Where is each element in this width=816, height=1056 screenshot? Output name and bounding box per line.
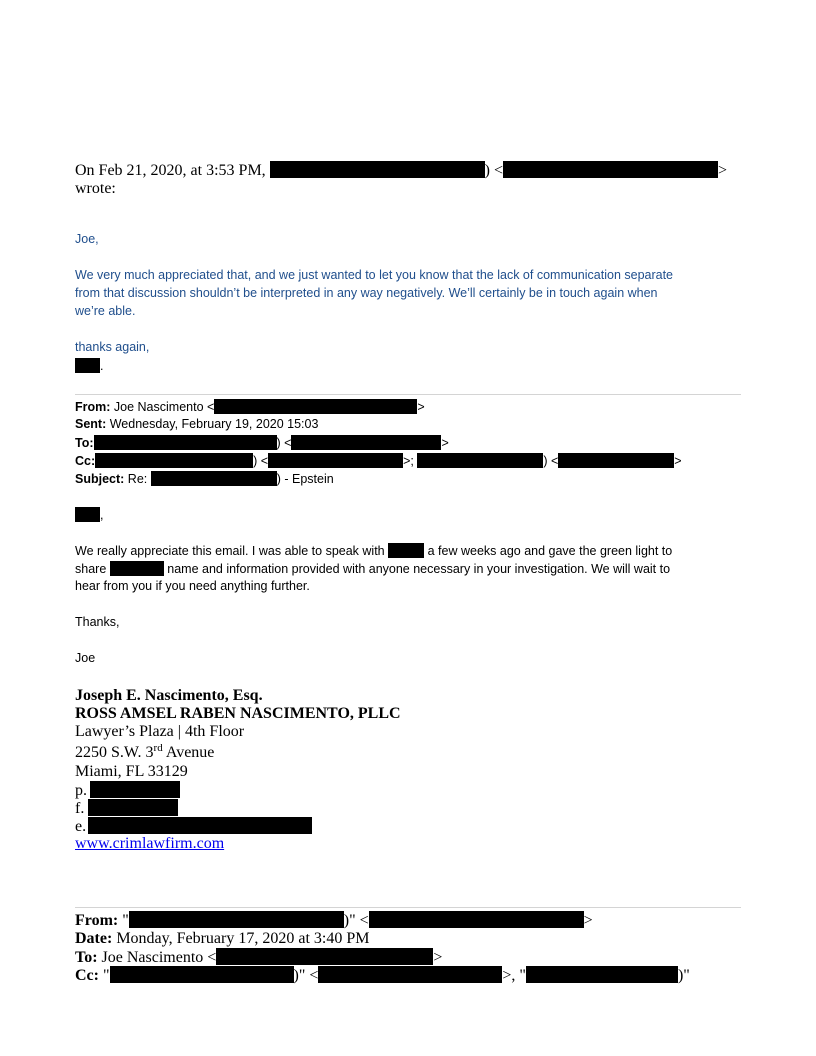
signature-address-line: 2250 S.W. 3rd Avenue bbox=[75, 742, 215, 761]
signature-website[interactable] bbox=[75, 835, 224, 853]
email2-from-row: From: Joe Nascimento < > bbox=[75, 400, 425, 414]
cc-label: Cc: bbox=[75, 967, 99, 984]
email3-to-row: To: Joe Nascimento < > bbox=[75, 949, 443, 966]
reply1-body-line: We very much appreciated that, and we just wanted to let you know that the lack of communication separate bbox=[75, 268, 674, 282]
subject-label: Subject: bbox=[75, 472, 125, 486]
reply2-thanks: Thanks, bbox=[75, 615, 120, 629]
email3-from-row: From: " )" < > bbox=[75, 912, 593, 929]
email2-sent-row bbox=[75, 417, 318, 431]
email2-to-row: To: ) < > bbox=[75, 436, 449, 450]
redaction bbox=[129, 911, 344, 928]
signature-phone: p. bbox=[75, 781, 180, 800]
redaction bbox=[88, 799, 178, 816]
redaction bbox=[110, 561, 164, 576]
redaction bbox=[270, 161, 485, 178]
redaction bbox=[214, 399, 417, 414]
website-link[interactable]: www.crimlawfirm.com bbox=[75, 835, 225, 852]
redaction bbox=[110, 966, 294, 983]
from-label: From: bbox=[75, 912, 119, 929]
reply1-closing: thanks again, bbox=[75, 340, 150, 354]
divider bbox=[75, 394, 741, 395]
redaction bbox=[75, 358, 100, 373]
sent-label: Sent: bbox=[75, 417, 107, 431]
forwarded-header-line: On Feb 21, 2020, at 3:53 PM, ) < > bbox=[75, 162, 728, 179]
header-date-text: On Feb 21, 2020, at 3:53 PM, bbox=[75, 162, 266, 179]
email3-cc-row: Cc: " )" < >, " )" bbox=[75, 967, 690, 984]
reply2-body-line: We really appreciate this email. I was able to speak with a few weeks ago and gave the green light to bbox=[75, 544, 673, 558]
sent-value: Wednesday, February 19, 2020 15:03 bbox=[109, 417, 319, 431]
reply2-name: Joe bbox=[75, 651, 96, 665]
to-label: To: bbox=[75, 949, 98, 966]
email2-cc-row: Cc: ) < >; ) < > bbox=[75, 454, 682, 468]
redaction bbox=[369, 911, 584, 928]
redaction bbox=[95, 453, 253, 468]
to-label: To: bbox=[75, 436, 94, 450]
email2-subject-row: Subject: Re: ) - Epstein bbox=[75, 472, 334, 486]
redaction bbox=[151, 471, 277, 486]
reply1-greeting: Joe, bbox=[75, 232, 99, 246]
divider bbox=[75, 907, 741, 908]
from-label: From: bbox=[75, 400, 111, 414]
signature-address-line: Miami, FL 33129 bbox=[75, 763, 188, 780]
redaction bbox=[526, 966, 678, 983]
signature-fax: f. bbox=[75, 799, 178, 818]
redaction bbox=[291, 435, 441, 450]
reply2-body-line: share name and information provided with anyone necessary in your investigation. We will wait to bbox=[75, 562, 671, 576]
redaction bbox=[558, 453, 674, 468]
redaction bbox=[503, 161, 718, 178]
signature-firm: ROSS AMSEL RABEN NASCIMENTO, PLLC bbox=[75, 705, 401, 722]
signature-address-line: Lawyer’s Plaza | 4th Floor bbox=[75, 723, 245, 740]
reply1-body-line: we’re able. bbox=[75, 304, 136, 318]
redaction bbox=[268, 453, 403, 468]
email3-date-row bbox=[75, 930, 369, 948]
reply2-body-line: hear from you if you need anything further. bbox=[75, 579, 310, 593]
wrote-label: wrote: bbox=[75, 180, 116, 197]
signature-name: Joseph E. Nascimento, Esq. bbox=[75, 687, 263, 704]
reply2-greeting: , bbox=[75, 507, 103, 522]
date-value: Monday, February 17, 2020 at 3:40 PM bbox=[116, 930, 370, 947]
signature-email: e. bbox=[75, 817, 312, 836]
redaction bbox=[88, 817, 312, 834]
redaction bbox=[417, 453, 543, 468]
cc-label: Cc: bbox=[75, 454, 96, 468]
date-label: Date: bbox=[75, 930, 113, 947]
redaction bbox=[388, 543, 424, 558]
redaction bbox=[94, 435, 277, 450]
redaction bbox=[75, 507, 100, 522]
reply1-signoff: . bbox=[75, 358, 103, 373]
reply1-body-line: from that discussion shouldn’t be interpreted in any way negatively. We’ll certainly be in touch again when bbox=[75, 286, 658, 300]
redaction bbox=[216, 948, 433, 965]
redaction bbox=[318, 966, 502, 983]
redaction bbox=[90, 781, 180, 798]
